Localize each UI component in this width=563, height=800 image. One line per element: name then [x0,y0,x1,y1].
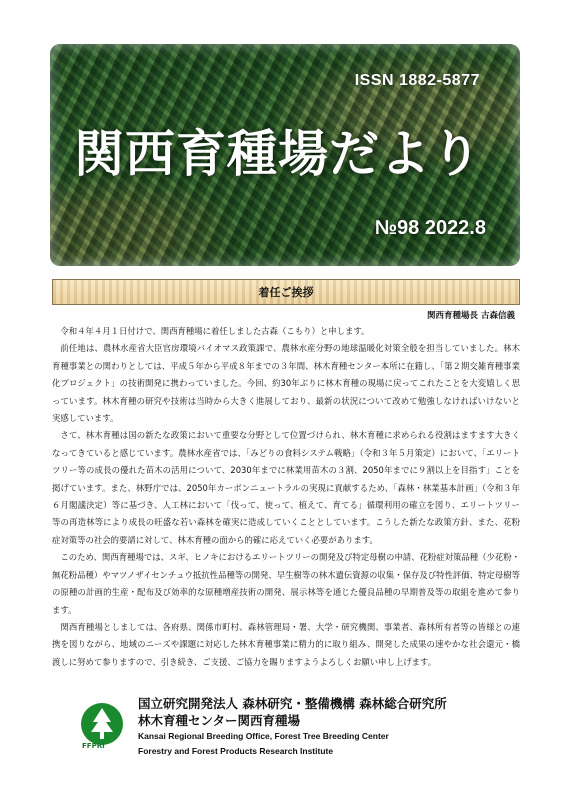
newsletter-title: 関西育種場だより [74,125,482,183]
paragraph: さて、林木育種は国の新たな政策において重要な分野として位置づけられ、林木育種に求められる役割はますます大きくなってきていると感じています。農林水産省では、「みどりの食料システム戦略」（令和３年５月策定）において、「エリートツリー等の成長の優れた苗木の活用について、2030年までに林業用苗木の３割、2050年までに９割以上を目指す」ことを掲げています。また、林野庁では、2050年カーボンニュートラルの実現に貢献するため、「森林・林業基本計画」（令和３年６月閣議決定）等に基づき、人工林において「伐って、使って、植えて、育てる」循環利用の確立を図り、エリートツリー等の再造林等により成長の旺盛な若い森林を確実に造成していくこととしています。こうした新たな政策方針、また、花粉症対策等の社会的要請に対して、林木育種の面から的確に応えていく必要があります。 [52,430,520,545]
ffpri-logo-icon [80,702,124,746]
cover-photo [50,44,520,266]
issue-number: №98 2022.8 [374,217,486,239]
organization-name-english: Forestry and Forest Products Research Institute [138,746,334,756]
logo-lettering: FFPRI [82,742,105,750]
paragraph: 関西育種場としましては、各府県、関係市町村、森林管理局・署、大学・研究機関、事業者、森林所有者等の皆様との連携を図りながら、地域のニーズや課題に対応した林木育種事業に精力的に取り組み、開発した成果の速やかな社会還元・橋渡しに努めて参りますので、引き続き、ご支援、ご協力を賜りますようよろしくお願い申し上げます。 [52,621,520,667]
organization-name: 国立研究開発法人 森林研究・整備機構 森林総合研究所 [138,696,447,711]
paragraph: 令和４年４月１日付けで、関西育種場に着任しました古森（こもり）と申します。 [60,326,370,336]
office-name: 林木育種センター関西育種場 [138,713,301,728]
issn-number: ISSN 1882-5877 [354,72,480,89]
publisher-footer [70,694,510,764]
paragraph: このため、関西育種場では、スギ、ヒノキにおけるエリートツリーの開発及び特定母樹の申請、花粉症対策品種（少花粉・無花粉品種）やマツノザイセンチュウ抵抗性品種等の開発、早生樹等の林木遺伝資源の収集・保存及び特性評価、特定母樹等の原種の計画的生産・配布及び効率的な原種増産技術の開発、展示林等を通じた優良品種の早期普及等の取組を進めて参ります。 [52,552,520,615]
author-byline: 関西育種場長 古森信義 [427,311,515,321]
section-heading: 着任ご挨拶 [258,286,314,299]
paragraph: 前任地は、農林水産省大臣官房環境バイオマス政策課で、農林水産分野の地球温暖化対策全般を担当していました。林木育種事業との関わりとしては、平成５年から平成８年までの３年間、林木育種センター本所に在籍し、「第２期交雑育種事業化プロジェクト」の技術開発に携わっていました。今回、約30年ぶりに林木育種の現場に戻ってこれたことを大変嬉しく思っています。林木育種の研究や技術は当時から大きく進展しており、最新の状況について改めて勉強しなければいけないと実感しています。 [52,343,520,424]
section-heading-banner [52,279,520,305]
office-name-english: Kansai Regional Breeding Office, Forest Tree Breeding Center [138,731,389,741]
article-body [52,323,520,671]
